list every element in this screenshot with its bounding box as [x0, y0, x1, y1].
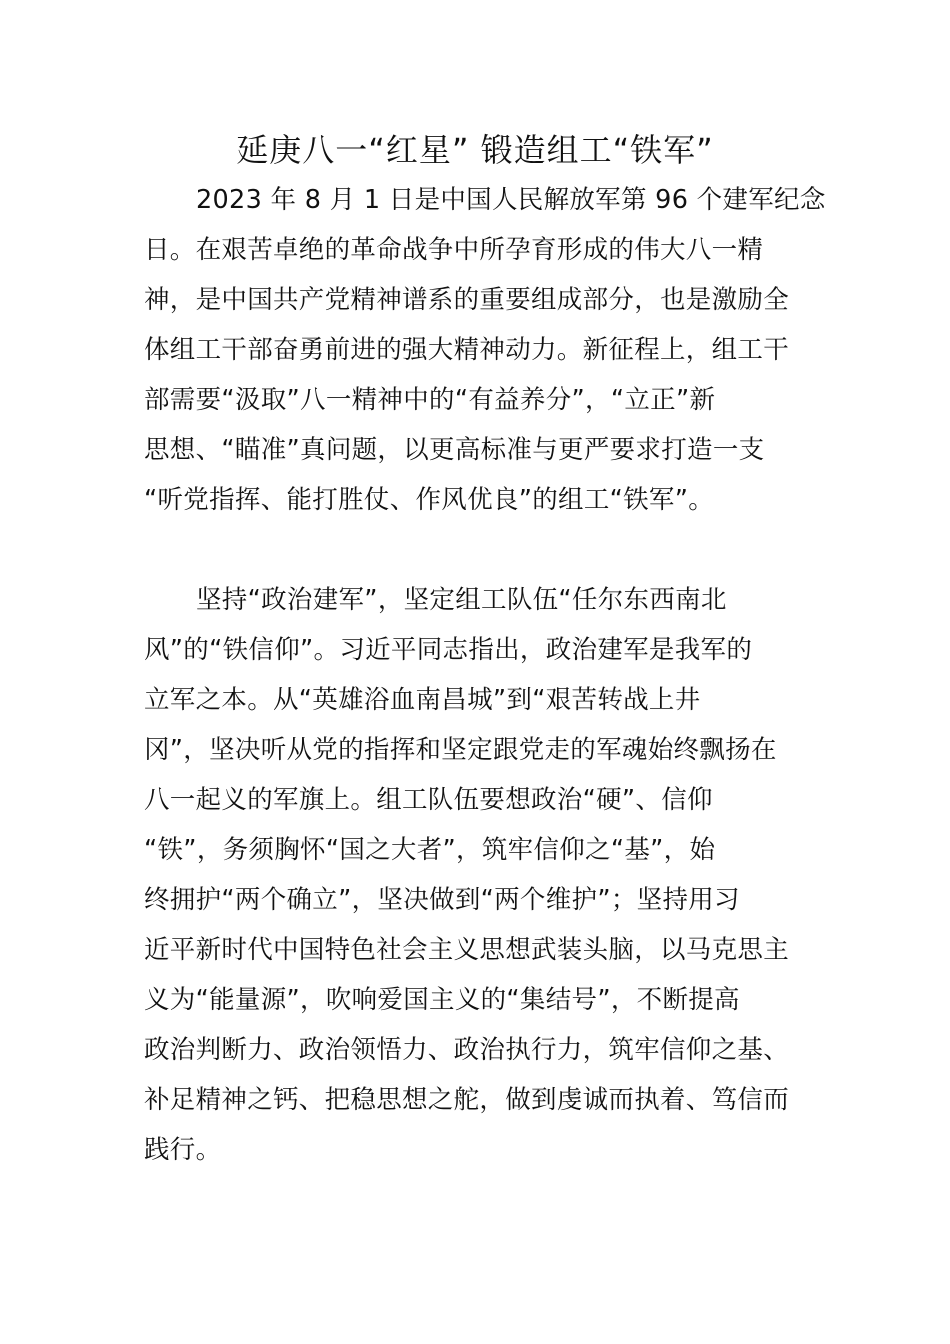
paragraph-political: [144, 575, 808, 1175]
paragraph-line: 终拥护“两个确立”，坚决做到“两个维护”；坚持用习: [144, 885, 740, 915]
paragraph-line: 2023 年 8 月 1 日是中国人民解放军第 96 个建军纪念: [196, 185, 826, 215]
paragraph-line: 神，是中国共产党精神谱系的重要组成部分，也是激励全: [144, 285, 790, 315]
paragraph-line: 近平新时代中国特色社会主义思想武装头脑，以马克思主: [144, 935, 790, 965]
paragraph-line: 日。在艰苦卓绝的革命战争中所孕育形成的伟大八一精: [144, 235, 764, 265]
paragraph-line: 八一起义的军旗上。组工队伍要想政治“硬”、信仰: [144, 785, 713, 815]
paragraph-line: 践行。: [144, 1135, 222, 1165]
paragraph-line: 补足精神之钙、把稳思想之舵，做到虔诚而执着、笃信而: [144, 1085, 790, 1115]
paragraph-line: 义为“能量源”，吹响爱国主义的“集结号”，不断提高: [144, 985, 740, 1015]
paragraph-line: 思想、“瞄准”真问题，以更高标准与更严要求打造一支: [144, 435, 765, 465]
paragraph-line: 风”的“铁信仰”。习近平同志指出，政治建军是我军的: [144, 635, 753, 665]
paragraph-intro: [144, 175, 826, 525]
paragraph-line: 坚持“政治建军”，坚定组工队伍“任尔东西南北: [196, 585, 727, 615]
paragraph-line: 立军之本。从“英雄浴血南昌城”到“艰苦转战上井: [144, 685, 701, 715]
paragraph-line: 体组工干部奋勇前进的强大精神动力。新征程上，组工干: [144, 335, 790, 365]
paragraph-line: 部需要“汲取”八一精神中的“有益养分”，“立正”新: [144, 385, 716, 415]
paragraph-line: “铁”，务须胸怀“国之大者”，筑牢信仰之“基”，始: [144, 835, 716, 865]
paragraph-line: “听党指挥、能打胜仗、作风优良”的组工“铁军”。: [144, 485, 715, 515]
paragraph-line: 政治判断力、政治领悟力、政治执行力，筑牢信仰之基、: [144, 1035, 790, 1065]
document-title: 延庚八一“红星” 锻造组工“铁军”: [236, 131, 714, 169]
paragraph-line: 冈”，坚决听从党的指挥和坚定跟党走的军魂始终飘扬在: [144, 735, 777, 765]
